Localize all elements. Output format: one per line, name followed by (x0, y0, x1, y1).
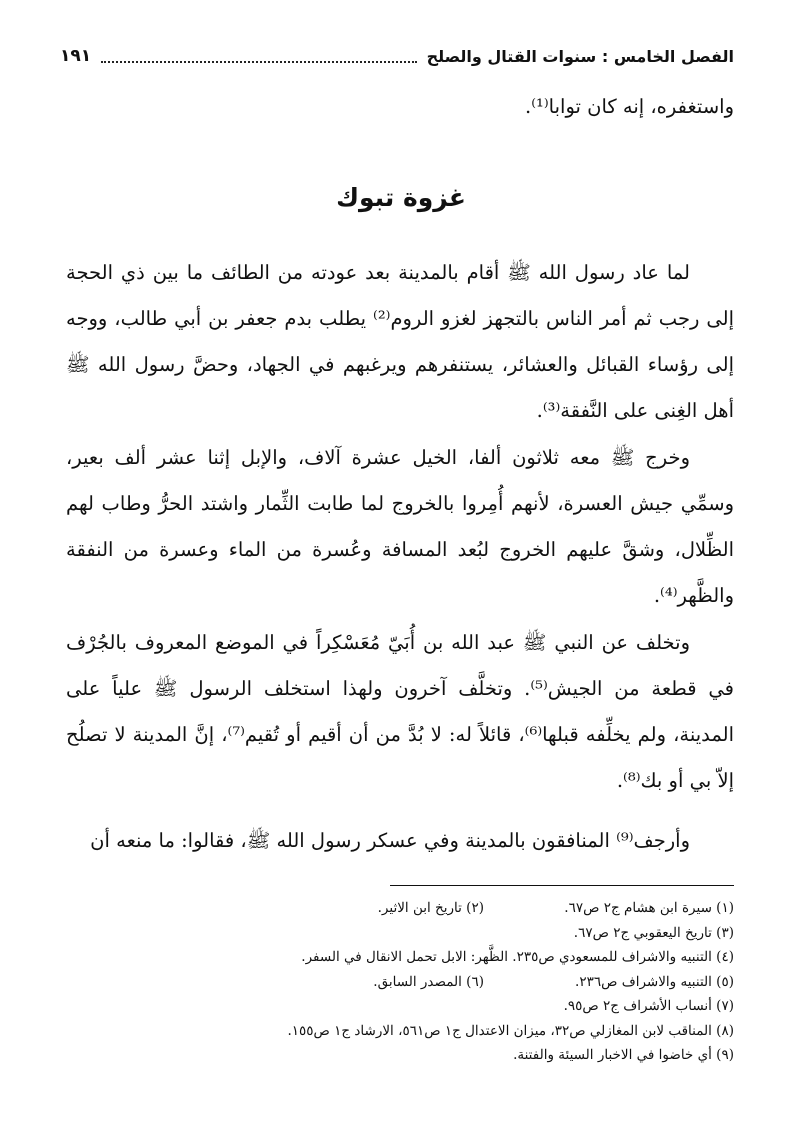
footnote-row (100, 994, 734, 1019)
paragraph-block-3 (66, 620, 734, 804)
footnote-row (100, 1043, 734, 1068)
opening-line: واستغفره، إنه كان توابا⁽¹⁾. (525, 95, 734, 118)
paragraph: وتخلف عن النبي ﷺ عبد الله بن أُبَيّ مُعَسْكِراً في الموضع المعروف بالجُرْف في قطعة من الجيش⁽⁵⁾. وتخلَّف آخرون ولهذا استخلف الرسول ﷺ علياً على المدينة، ولم يخلِّفه قبلها⁽⁶⁾، قائلاً له: لا بُدَّ من أن أقيم أو تُقيم⁽⁷⁾، إنَّ المدينة لا تصلُح إلاّ بي أو بك⁽⁸⁾. (66, 631, 735, 792)
footnote-4: (٤) التنبيه والاشراف للمسعودي ص٢٣٥. الظَّهر: الابل تحمل الانقال في السفر. (301, 949, 734, 965)
footnote-6: (٦) المصدر السابق. (373, 973, 484, 990)
footnote-row (100, 921, 734, 946)
running-header (60, 40, 734, 72)
footnotes (100, 896, 734, 1068)
paragraph: لما عاد رسول الله ﷺ أقام بالمدينة بعد عودته من الطائف ما بين ذي الحجة إلى رجب ثم أمر الناس بالتجهز لغزو الروم⁽²⁾ يطلب بدم جعفر بن أبي طالب، ووجه إلى رؤساء القبائل والعشائر، يستنفرهم ويرغبهم في الجهاد، وحضَّ رسول الله ﷺ أهل الغِنى على النَّفقة⁽³⁾. (66, 261, 734, 422)
paragraph-block-4 (66, 818, 734, 864)
footnote-5: (٥) التنبيه والاشراف ص٢٣٦. (575, 973, 734, 990)
paragraph-block-2 (66, 435, 734, 619)
paragraph-block-1 (66, 250, 734, 434)
footnote-3: (٣) تاريخ اليعقوبي ج٢ ص٦٧. (573, 924, 734, 941)
footnote-9: (٩) أي خاضوا في الاخبار السيئة والفتنة. (513, 1047, 734, 1063)
footnote-row (100, 945, 734, 970)
footnote-row (100, 970, 734, 995)
opening-line-block (66, 84, 734, 130)
chapter-title: الفصل الخامس : سنوات القتال والصلح (426, 46, 734, 66)
footnote-8: (٨) المناقب لابن المغازلي ص٣٢، ميزان الاعتدال ج١ ص٥٦١، الارشاد ج١ ص١٥٥. (287, 1022, 734, 1039)
footnote-7: (٧) أنساب الأشراف ج٢ ص٩٥. (563, 998, 734, 1014)
dotted-leader (101, 61, 416, 63)
paragraph: وأرجف⁽⁹⁾ المنافقون بالمدينة وفي عسكر رسول الله ﷺ، فقالوا: ما منعه أن (90, 829, 690, 852)
footnote-row (100, 1019, 734, 1044)
paragraph: وخرج ﷺ معه ثلاثون ألفا، الخيل عشرة آلاف، والإبل إثنا عشر ألف بعير، وسمِّي جيش العسرة، لأنهم أُمِروا بالخروج لما طابت الثِّمار واشتد الحرُّ وطاب لهم الظِّلال، وشقَّ عليهم الخروج لبُعد المسافة وعُسرة من الماء وعسرة من النفقة والظَّهر⁽⁴⁾. (66, 446, 734, 607)
footnote-1: (١) سيرة ابن هشام ج٢ ص٦٧. (564, 900, 734, 916)
footnote-2: (٢) تاريخ ابن الاثير. (377, 900, 484, 916)
footnote-row (100, 896, 734, 921)
page-number: ١٩١ (60, 46, 92, 66)
section-title: غزوة تبوك (336, 183, 466, 212)
footnote-divider (390, 885, 734, 886)
